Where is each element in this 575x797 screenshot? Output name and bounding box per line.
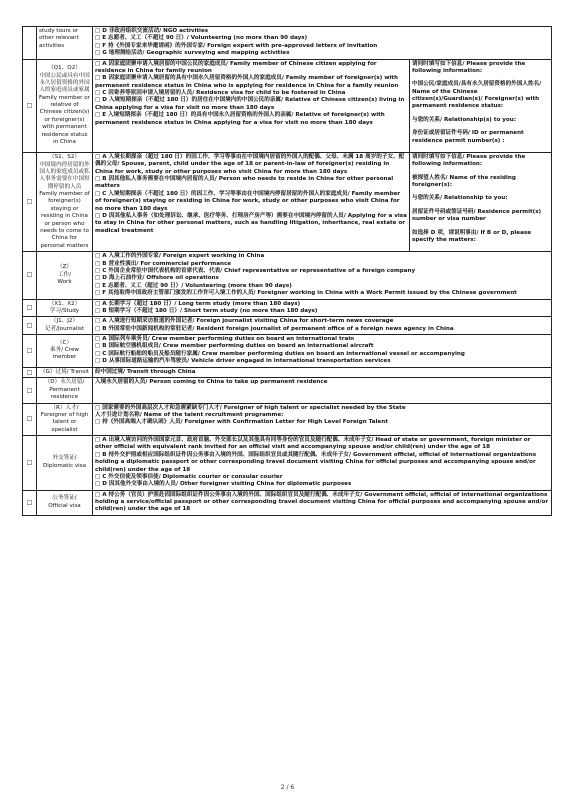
category-checkbox[interactable]: □ <box>23 378 37 403</box>
category-options <box>93 152 410 251</box>
page-number: 2 / 6 <box>280 784 295 791</box>
option-item[interactable]: □ D 非政府组织交流活动/ NGO activities <box>95 28 209 34</box>
option-item[interactable]: □ D 从事国际道路运输的汽车驾驶员/ Vehicle driver engaged in international transportation services <box>95 358 391 365</box>
visa-row-c <box>23 335 552 368</box>
option-item[interactable]: □ C 外交信使及领事信使/ Diplomatic courier or consular courier <box>95 473 283 480</box>
info-field-label[interactable]: 与您的关系/ Relationship to you: <box>411 195 508 202</box>
option-item[interactable]: □ D 因其他外交事由入境的人员/ Other foreigner visiting China for diplomatic purposes <box>95 481 352 488</box>
option-item[interactable]: 入境永久居留的人员/ Person coming to China to take up permanent residence <box>95 379 328 386</box>
category-checkbox[interactable]: □ <box>23 403 37 436</box>
additional-info-fields <box>409 59 551 152</box>
info-field-label[interactable]: 中国公民/家庭成员/具有永久居留资格的外国人姓名/ Name of the Chinese citizen(s)/Guardian(s)/ Foreigner(s) with permanent residence status: <box>411 81 542 110</box>
category-label: study tours or other relevant activities <box>37 27 93 60</box>
category-label: （C） 乘务/ Crew member <box>37 335 93 368</box>
option-item[interactable]: □ D 因其他私人事务（如处理诉讼、继承、医疗等务、打理房产房产等）需要在中国境内停留的人员/ Applying for a visa to stay in China for other personal matters, such as handling litigation, inheritance, real estate or medical treatment <box>95 212 407 234</box>
category-label: （X1、X2） 学习/Study <box>37 299 93 317</box>
category-checkbox[interactable] <box>23 27 37 60</box>
option-item[interactable]: □ A 国际列车乘务员/ Crew member performing duties on board an international train <box>95 336 355 342</box>
category-checkbox[interactable]: □ <box>23 490 37 515</box>
category-label: （G）过境/ Transit <box>37 367 93 378</box>
option-item[interactable]: □ C 外国企业常驻中国代表机构的首席代表、代表/ Chief representative or representative of a foreign company <box>95 268 416 274</box>
visa-row-x1x2 <box>23 299 552 317</box>
category-options <box>93 59 410 152</box>
option-item[interactable]: □ B 营业性演出/ For commercial performance <box>95 260 232 267</box>
option-item[interactable]: 经中国过境/ Transit through China <box>95 368 196 375</box>
option-item[interactable]: □ A 长期学习（超过 180 日）/ Long term study (more than 180 days) <box>95 300 301 307</box>
category-options <box>93 27 552 60</box>
option-item[interactable]: □ E 志愿者、义工（超过 90 日）/ Volunteering (more than 90 days) <box>95 282 292 289</box>
option-item[interactable]: □ G 地理测绘活动/ Geographic surveying and mapping activities <box>95 50 290 57</box>
category-options <box>93 317 552 335</box>
category-checkbox[interactable]: □ <box>23 317 37 335</box>
info-field-label[interactable]: 身份证或居留证件号码/ ID or permanent residence permit number(s) : <box>411 130 524 144</box>
category-options <box>93 252 552 299</box>
option-item[interactable]: □ E 志愿者、义工（不超过 90 日）/ Volunteering (no more than 90 days) <box>95 35 308 42</box>
category-checkbox[interactable]: □ <box>23 367 37 378</box>
category-checkbox[interactable]: □ <box>23 59 37 152</box>
visa-row-study-tours <box>23 27 552 60</box>
info-field-label[interactable]: 居留证件号码或签证号码/ Residence permit(s) number or visa number <box>411 208 542 223</box>
option-item[interactable]: □ D 入境短期探亲（不超过 180 日）的居住在中国境内的中国公民的亲属/ Relative of Chinese citizen(s) living in China applying for a visa for visit no more than 180 days <box>95 97 405 111</box>
option-item[interactable]: □ A 持公务（官员）护照赴因国际组织证件因公务事由入境的外国、国际组织官员及随行配偶、未成年子女/ Government official, official of international organizations holding a service/official passport or other corresponding travel document visiting China for official purposes and accompanying spouse and/or child(ren) under the age of 18 <box>95 491 549 513</box>
option-item[interactable]: □ B 持外交护照或相应国际组织证件因公务事由入境的外国、国际组织官员或其随行配偶、未成年子女/ Government official, official of international organizations holding a diplomatic passport or other corresponding travel document visiting China for official purposes and accompanying spouse and/or child(ren) under the age of 18 <box>95 451 537 473</box>
category-options <box>93 335 552 368</box>
option-item[interactable]: □ C 入境短期探亲（不超过 180 日）的因工作、学习等事由在中国境内停留居留的外国人的家庭成员/ Family member of foreigner(s) staying or residing in China for work, study or other purposes who visit China for no more than 180 days <box>95 190 401 212</box>
visa-row-z <box>23 252 552 299</box>
visa-row-j1j2 <box>23 317 552 335</box>
option-item[interactable]: □ 持《外国高端人才确认函》人员/ Foreigner with Confirmation Letter for High Level Foreign Talent <box>95 419 388 426</box>
option-item[interactable]: □ A 入境进行短期采访报道的外国记者/ Foreign journalist visiting China for short-term news coverage <box>95 318 394 325</box>
category-checkbox[interactable]: □ <box>23 299 37 317</box>
category-options <box>93 436 552 491</box>
option-item[interactable]: □ C 国际航行船舶的船员及船员随行家属/ Crew member performing duties on board an international vessel or accompanying <box>95 350 465 357</box>
option-item[interactable]: □ A 出境入境访问的外国国家元首、政府首脑、外交部长以及其他具有同等身份的官员及随行配偶、未成年子女/ Head of state or government, foreign minister or other official with equivalent rank invited for an official visit and accompanying spouse and/or child(ren) under the age of 18 <box>95 437 531 451</box>
option-item[interactable]: □ B 国际航空器机组成员/ Crew member performing duties on board an international aircraft <box>95 343 374 350</box>
category-label: 公务签证/ Official visa <box>37 490 93 515</box>
category-checkbox[interactable]: □ <box>23 152 37 251</box>
option-item[interactable]: □ 国家需要的外国高层次人才和急需紧缺专门人才/ Foreigner of high talent or specialist needed by the State <box>95 404 406 411</box>
category-options <box>93 367 552 378</box>
category-options <box>93 378 552 403</box>
additional-info-fields <box>409 152 551 251</box>
category-label: （J1、J2） 记者/Journalist <box>37 317 93 335</box>
visa-category-table <box>22 26 552 516</box>
option-item[interactable]: 人才引进计划名称/ Name of the talent recruitment programme: <box>95 411 284 418</box>
info-field-label: 请同时填写如下信息/ Please provide the following information: <box>411 60 526 74</box>
visa-row-d <box>23 378 552 403</box>
category-label: 外交签证/ Diplomatic visa <box>37 436 93 491</box>
category-checkbox[interactable]: □ <box>23 335 37 368</box>
visa-row-r <box>23 403 552 436</box>
option-item[interactable]: □ A 入境长期探亲（超过 180 日）的因工作、学习等事由在中国境内居留的外国人的配偶、父母、未满 18 周岁的子女、配偶的父母/ Spouse, parent, child under the age of 18 or parent-in-law of foreigner(s) residing in China for work, study or other purposes who visit China for more than 180 days <box>95 153 405 175</box>
info-field-label[interactable]: 如选择 D 项，请说明事由/ If B or D, please specify the matters: <box>411 229 532 243</box>
category-label: （Z） 工作/ Work <box>37 252 93 299</box>
option-item[interactable]: □ A 入境工作的外国专家/ Foreign expert working in China <box>95 253 265 260</box>
category-options <box>93 299 552 317</box>
option-item[interactable]: □ D 海上石油作业/ Offshore oil operations <box>95 275 219 282</box>
option-item[interactable]: □ B 因其他私人事务需要在中国境内居留的人员/ Person who needs to reside in China for other personal matters <box>95 176 394 190</box>
visa-row-g <box>23 367 552 378</box>
info-field-label[interactable]: 被探望人姓名/ Name of the residing foreigner(s): <box>411 174 516 188</box>
visa-row-q1q2 <box>23 59 552 152</box>
option-item[interactable]: □ A 因家庭团聚申请入境居留的中国公民的家庭成员/ Family member of Chinese citizen applying for residence in China for family reunion <box>95 60 377 74</box>
info-field-label[interactable]: 与您的关系/ Relationship(s) to you: <box>411 116 516 123</box>
category-label: （R）人才/ Foreigner of high talent or specialist <box>37 403 93 436</box>
category-options <box>93 403 552 436</box>
option-item[interactable]: □ B 因家庭团聚申请入境居留的具有中国永久居留资格的外国人的家庭成员/ Family member of foreigner(s) with permanent residence status in China who is applying for residence in China for a family reunion <box>95 75 399 89</box>
visa-row-s1s2 <box>23 152 552 251</box>
category-label: （Q1、Q2） 中国公民或具有中国永久居留资格的外国人的家庭成员或家属 Family member or relative of Chinese citizen(s) or foreigner(s) with permanent residence status in China <box>37 59 93 152</box>
option-item[interactable]: □ F 其他取得中国政府主管部门颁发的工作许可入境工作的人员/ Foreigner working in China with a Work Permit issued by the Chinese government <box>95 290 517 297</box>
category-label: （S1、S2） 中国境内停居留的外国人的家庭成员或私人事务需要在中国短期停留的人员 Family member of foreigner(s) staying or residing in China or person who needs to come to China for personal matters <box>37 152 93 251</box>
category-label: （D）永久居留/ Permanent residence <box>37 378 93 403</box>
option-item[interactable]: □ E 入境短期探亲（不超过 180 日）的具有中国永久居留资格的外国人的亲属/ Relative of foreigner(s) with permanent residence status in China applying for a visa for visit no more than 180 days <box>95 112 385 126</box>
category-checkbox[interactable]: □ <box>23 252 37 299</box>
option-item[interactable]: □ B 外国常驻中国新闻机构的常驻记者/ Resident foreign journalist of permanent office of a foreign news agency in China <box>95 325 454 332</box>
category-options <box>93 490 552 515</box>
option-item[interactable]: □ F 持《外国专家来华邀请函》的外国专家/ Foreign expert with pre-approved letters of invitation <box>95 42 378 49</box>
option-item[interactable]: □ C 因寄养等原因申请入境居留的人员/ Residence visa for child to be fostered in China <box>95 90 346 96</box>
visa-row-diplomatic <box>23 436 552 491</box>
category-checkbox[interactable]: □ <box>23 436 37 491</box>
option-item[interactable]: □ B 短期学习（不超过 180 日）/ Short term study (no more than 180 days) <box>95 307 318 314</box>
info-field-label: 请同时填写如下信息/ Please provide the following information: <box>411 153 526 168</box>
visa-row-official <box>23 490 552 515</box>
